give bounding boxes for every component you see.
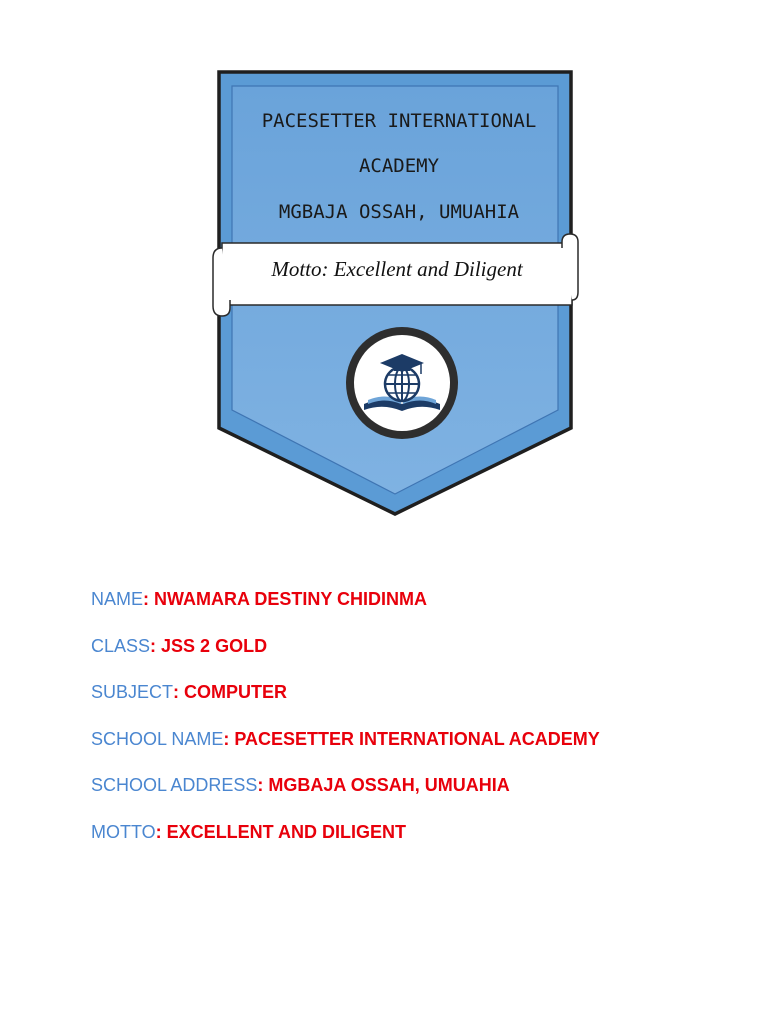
info-value: PACESETTER INTERNATIONAL ACADEMY bbox=[234, 728, 600, 749]
info-separator: : bbox=[257, 775, 269, 796]
info-separator: : bbox=[143, 589, 155, 609]
info-value: NWAMARA DESTINY CHIDINMA bbox=[154, 589, 428, 609]
info-value: JSS 2 GOLD bbox=[161, 635, 268, 656]
info-label: CLASS bbox=[91, 635, 151, 656]
info-value: EXCELLENT AND DILIGENT bbox=[166, 821, 407, 842]
info-label: SCHOOL NAME bbox=[91, 728, 224, 749]
info-row-class bbox=[91, 635, 600, 682]
info-label: NAME bbox=[91, 589, 144, 609]
info-row-school-address bbox=[91, 774, 600, 821]
graduation-cap-globe-book-icon bbox=[346, 327, 458, 439]
badge-school-line2: ACADEMY bbox=[358, 155, 440, 177]
info-separator: : bbox=[173, 682, 185, 703]
motto-scroll bbox=[213, 234, 578, 316]
info-label: MOTTO bbox=[91, 821, 156, 842]
badge-school-line1: PACESETTER INTERNATIONAL bbox=[261, 110, 537, 132]
info-value: MGBAJA OSSAH, UMUAHIA bbox=[268, 775, 510, 796]
student-info-list bbox=[91, 588, 600, 868]
info-separator: : bbox=[150, 635, 162, 656]
info-row-motto bbox=[91, 821, 600, 868]
info-separator: : bbox=[223, 728, 235, 749]
info-separator: : bbox=[155, 821, 167, 842]
motto-text: Motto: Excellent and Diligent bbox=[271, 257, 523, 281]
badge-address: MGBAJA OSSAH, UMUAHIA bbox=[278, 201, 520, 223]
info-row-name bbox=[91, 588, 600, 635]
info-row-subject bbox=[91, 681, 600, 728]
info-value: COMPUTER bbox=[184, 682, 288, 703]
info-label: SUBJECT bbox=[91, 682, 174, 703]
info-row-school-name bbox=[91, 728, 600, 775]
info-label: SCHOOL ADDRESS bbox=[91, 775, 258, 796]
